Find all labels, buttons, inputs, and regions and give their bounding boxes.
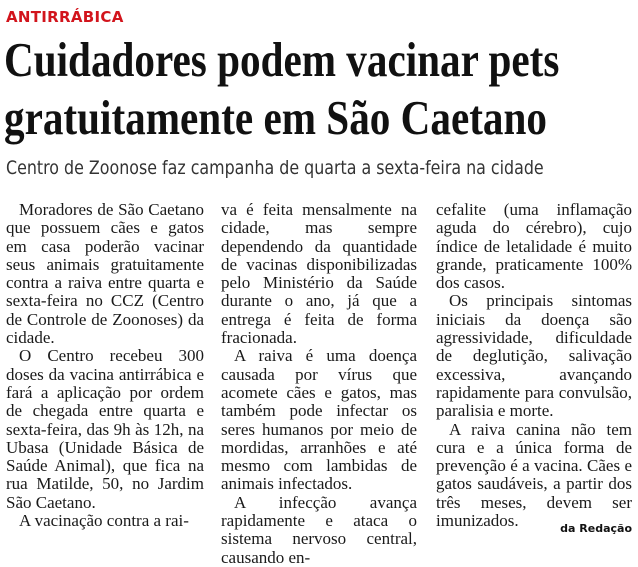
subheadline: Centro de Zoonose faz campanha de quarta a sexta-feira na cidade bbox=[6, 157, 544, 179]
section-kicker: ANTIRRÁBICA bbox=[6, 8, 124, 26]
paragraph: A infecção avança rapidamente e ataca o sistema nervoso central, causando en- bbox=[221, 492, 417, 567]
paragraph: va é feita mensalmente na cidade, mas sempre dependendo da quantidade de vacinas disponibilizadas pelo Ministério da Saúde durante o ano, já que a entrega é feita de forma fracionada. bbox=[221, 200, 417, 348]
paragraph: O Centro recebeu 300 doses da vacina antirrábica e fará a aplicação por ordem de chegada entre quarta e sexta-feira, das 9h às 12h, na Ubasa (Unidade Básica de Saúde Animal), que fica na rua Matilde, 50, no Jardim São Caetano. bbox=[6, 346, 204, 512]
paragraph: A raiva canina não tem cura e a única forma de prevenção é a vacina. Cães e gatos saudáveis, a partir dos três meses, devem ser imunizados. bbox=[436, 419, 632, 531]
paragraph: A vacinação contra a rai- bbox=[19, 511, 189, 531]
article-column-3 bbox=[436, 201, 632, 530]
article-column-1 bbox=[6, 201, 204, 530]
paragraph: Moradores de São Caetano que possuem cães e gatos em casa poderão vacinar seus animais gratuitamente contra a raiva entre quarta e sexta-feira no CCZ (Centro de Controle de Zoonoses) da cidade. bbox=[6, 200, 204, 348]
paragraph: A raiva é uma doença causada por vírus que acomete cães e gatos, mas também pode infectar os seres humanos por meio de mordidas, arranhões e até mesmo com lambidas de animais infectados. bbox=[221, 346, 417, 494]
paragraph: Os principais sintomas iniciais da doença são agressividade, dificuldade de deglutição, salivação excessiva, avançando rapidamente para convulsão, paralisia e morte. bbox=[436, 291, 632, 421]
headline-line-1: Cuidadores podem vacinar pets bbox=[4, 32, 560, 87]
author-signature: da Redação bbox=[560, 522, 632, 535]
headline-line-2: gratuitamente em São Caetano bbox=[4, 90, 547, 145]
paragraph: cefalite (uma inflamação aguda do cérebro), cujo índice de letalidade é muito grande, praticamente 100% dos casos. bbox=[436, 200, 632, 293]
article-column-2 bbox=[221, 201, 417, 567]
